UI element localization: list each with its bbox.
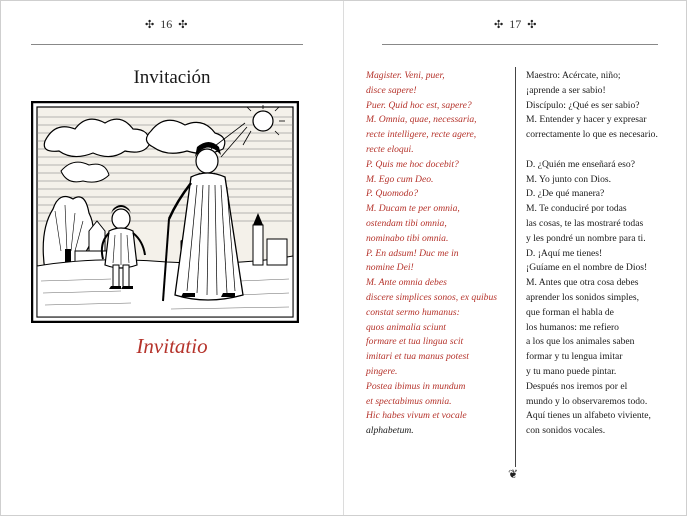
latin-line: formare et tua lingua scit: [366, 336, 464, 348]
latin-line: M. Omnia, quae, necessaria,: [366, 114, 477, 126]
spanish-line: M. Yo junto con Dios.: [526, 173, 612, 185]
spanish-line: y les pondré un nombre para ti.: [526, 232, 646, 244]
latin-line: M. Ante omnia debes: [366, 277, 447, 289]
left-page: [1, 1, 343, 515]
latin-line: quos animalia sciunt: [366, 321, 446, 333]
spanish-line: formar y tu lengua imitar: [526, 351, 623, 363]
latin-line: imitari et tua manus potest: [366, 351, 469, 363]
spanish-line: M. Antes que otra cosa debes: [526, 277, 639, 289]
latin-line: Postea ibimus in mundum: [366, 380, 466, 392]
spanish-line: D. ¿Quién me enseñará eso?: [526, 158, 635, 170]
spanish-line: [526, 143, 686, 158]
latin-line: Puer. Quid hoc est, sapere?: [366, 99, 472, 111]
woodcut-illustration: [31, 101, 299, 323]
fleuron-icon: ✣: [494, 19, 504, 31]
latin-line: recte intelligere, recte agere,: [366, 129, 477, 141]
illustration-caption: Invitatio: [136, 334, 208, 358]
fleuron-icon: ✣: [527, 19, 537, 31]
spanish-line: las cosas, te las mostraré todas: [526, 217, 644, 229]
spanish-line: que forman el habla de: [526, 306, 614, 318]
column-divider: [515, 67, 516, 467]
latin-line: Magister. Veni, puer,: [366, 70, 445, 81]
latin-line: nominabo tibi omnia.: [366, 232, 449, 244]
latin-text-column: [366, 69, 516, 439]
right-page-header: [494, 17, 536, 32]
spanish-line: mundo y lo observaremos todo.: [526, 395, 648, 407]
page-title: Invitación: [133, 67, 211, 88]
spanish-text-column: [526, 69, 686, 439]
page-number: 17: [509, 17, 522, 31]
latin-line: P. Quis me hoc docebit?: [366, 158, 459, 170]
spanish-line: Discípulo: ¿Qué es ser sabio?: [526, 99, 640, 111]
latin-line: discere simplices sonos, ex quibus: [366, 291, 498, 303]
spanish-line: Aquí tienes un alfabeto viviente,: [526, 410, 651, 422]
fleuron-icon: ✣: [178, 19, 188, 31]
header-rule: [31, 44, 303, 45]
spanish-line: aprender los sonidos simples,: [526, 291, 639, 303]
latin-line: M. Ego cum Deo.: [366, 173, 434, 185]
spanish-line: con sonidos vocales.: [526, 425, 606, 437]
latin-line: recte eloqui.: [366, 143, 414, 155]
latin-line: P. En adsum! Duc me in: [366, 247, 459, 259]
spanish-line: a los que los animales saben: [526, 336, 635, 348]
latin-line: alphabetum.: [366, 425, 414, 437]
latin-line: pingere.: [366, 365, 398, 377]
fleuron-icon: ✣: [145, 19, 155, 31]
right-page: [344, 1, 686, 515]
latin-line: disce sapere!: [366, 84, 417, 96]
latin-line: nomine Dei!: [366, 262, 414, 274]
latin-line: M. Ducam te per omnia,: [366, 203, 460, 215]
latin-line: Hic habes vivum et vocale: [366, 410, 467, 422]
latin-line: et spectabimus omnia.: [366, 395, 452, 407]
spanish-line: correctamente lo que es necesario.: [526, 129, 658, 141]
spanish-line: D. ¿De qué manera?: [526, 188, 605, 200]
spanish-line: ¡Guíame en el nombre de Dios!: [526, 262, 648, 274]
spanish-line: D. ¡Aquí me tienes!: [526, 247, 603, 259]
latin-line: constat sermo humanus:: [366, 306, 460, 318]
latin-line: P. Quomodo?: [366, 188, 419, 200]
spanish-line: los humanos: me refiero: [526, 321, 619, 333]
left-page-header: [145, 17, 187, 32]
spanish-line: M. Entender y hacer y expresar: [526, 114, 647, 126]
header-rule: [382, 44, 658, 45]
spanish-line: M. Te conduciré por todas: [526, 203, 627, 215]
spanish-line: Después nos iremos por el: [526, 380, 628, 392]
spanish-line: ¡aprende a ser sabio!: [526, 84, 606, 96]
spanish-line: Maestro: Acércate, niño;: [526, 70, 621, 81]
spanish-line: y tu mano puede pintar.: [526, 365, 617, 377]
latin-line: ostendam tibi omnia,: [366, 217, 447, 229]
fleuron-icon: ❦: [508, 467, 519, 481]
page-number: 16: [160, 17, 173, 31]
